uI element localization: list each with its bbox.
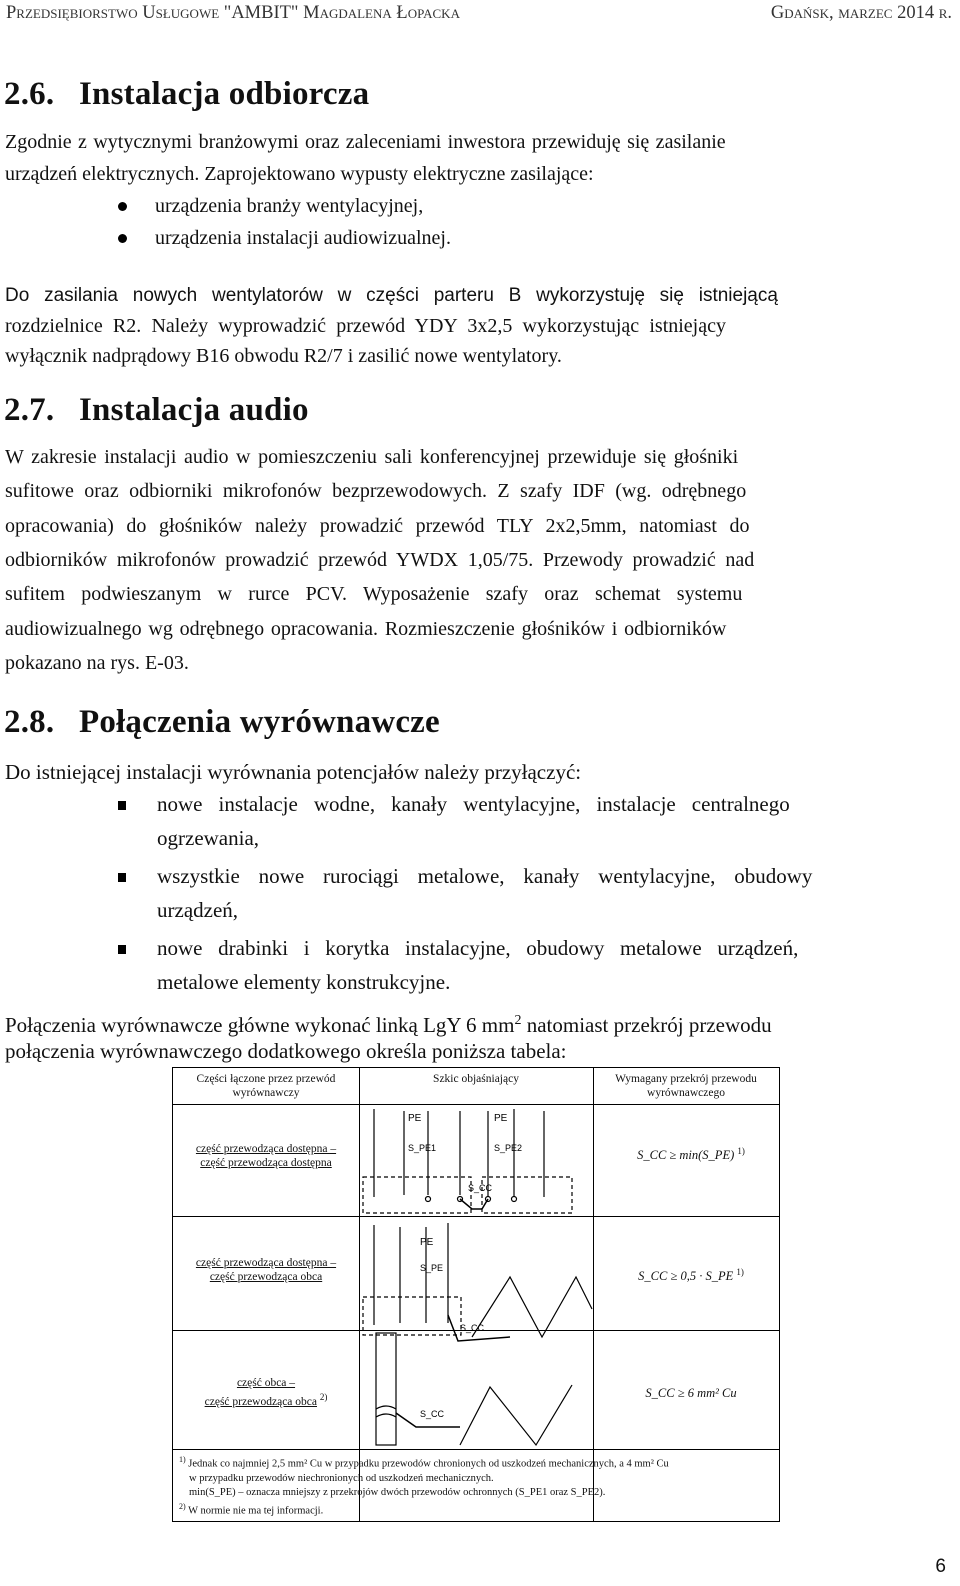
header-company: Przedsiębiorstwo Usługowe "AMBIT" Magdalena Łopacka [6,2,460,23]
section-2-7-heading [4,392,309,429]
explanatory-sketch [360,1105,593,1449]
list-item: wszystkie nowe rurociągi metalowe, kanały wentylacyjne, obudowy [157,864,813,888]
sketch-label: S_PE [420,1263,444,1273]
section-title: Instalacja audio [79,392,309,428]
sketch-label: PE [420,1237,434,1248]
section-title: Połączenia wyrównawcze [79,704,440,740]
sketch-label: PE [494,1113,508,1124]
header-date: Gdańsk, marzec 2014 r. [770,2,952,23]
formula-text: S_CC ≥ 0,5 · S_PE [638,1269,734,1284]
table-formula [603,1265,779,1283]
footnote-mark: 2) [179,1502,186,1512]
list-item: nowe drabinki i korytka instalacyjne, obudowy metalowe urządzeń, [157,936,799,960]
table-cell [173,1142,359,1170]
equipotential-conductor [460,1199,488,1209]
pipe-clamp [376,1406,396,1417]
table-header: Wymagany przekrój przewodu wyrównawczego [615,1073,757,1099]
footnote-mark: 2) [319,1392,328,1402]
paragraph-line [5,1009,949,1037]
note-text: W normie nie ma tej informacji. [188,1505,324,1517]
table-note [179,1453,775,1519]
formula-text: S_CC ≥ min(S_PE) [637,1148,735,1163]
footnote-mark: 1) [736,1267,744,1277]
terminal-icon [426,1197,431,1202]
table-cell [173,1256,359,1284]
text: Zgodnie z wytycznymi branżowymi oraz zaleceniami inwestora przewiduję się zasilanie [5,131,726,153]
superscript: 2 [514,1013,522,1028]
sketch-label: S_CC [420,1409,445,1419]
note-text: w przypadku przewodów niechronionych od uszkodzeń mechanicznych. [189,1472,494,1484]
paragraph-line: wyłącznik nadprądowy B16 obwodu R2/7 i zasilić nowe wentylatory. [5,345,562,367]
list-item-cont: ogrzewania, [157,826,260,850]
list-item-cont: urządzeń, [157,898,239,922]
enclosure-1 [363,1177,471,1213]
note-text: Jednak co najmniej 2,5 mm² Cu w przypadku przewodów chronionych od uszkodzeń mechanicznych, a 4 mm² Cu [188,1458,669,1470]
list-item-cont: metalowe elementy konstrukcyjne. [157,970,451,994]
sketch-label: S_PE2 [494,1143,523,1153]
section-number: 2.6. [4,76,55,112]
section-2-6-heading [4,76,369,113]
equipotential-table [172,1067,780,1522]
list-item: urządzenia branży wentylacyjnej, [155,195,424,217]
paragraph-line: W zakresie instalacji audio w pomieszczeniu sali konferencyjnej przewiduje się głośniki [5,446,739,468]
paragraph-line: połączenia wyrównawczego dodatkowego określa poniższa tabela: [5,1039,567,1063]
table-formula: S_CC ≥ 6 mm² Cu [645,1386,737,1400]
paragraph-line: rozdzielnice R2. Należy wyprowadzić przewód YDY 3x2,5 wykorzystując istniejący [5,315,726,337]
section-title: Instalacja odbiorcza [79,76,370,112]
sketch-label: S_PE1 [408,1143,437,1153]
footnote-mark: 1) [179,1455,186,1464]
terminal-icon [512,1197,517,1202]
text: Połączenia wyrównawcze główne wykonać linką LgY 6 mm [5,1013,515,1037]
paragraph-line: urządzeń elektrycznych. Zaprojektowano wypusty elektryczne zasilające: [5,163,594,185]
sketch-label: PE [408,1113,422,1124]
enclosure-2 [482,1177,572,1213]
paragraph-line: audiowizualnego wg odrębnego opracowania. Rozmieszczenie głośników i odbiorników [5,618,727,640]
square-bullet-icon [118,866,130,890]
pipe-icon [376,1333,396,1445]
text: natomiast przekrój przewodu [521,1013,772,1037]
list-item: nowe instalacje wodne, kanały wentylacyjne, instalacje centralnego [157,792,790,816]
table-header: Szkic objaśniający [433,1073,519,1085]
table-header: Części łączone przez przewód wyrównawczy [196,1073,336,1099]
bullet-icon [118,194,130,218]
table-formula [603,1144,779,1162]
paragraph-line: sufitem podwieszanym w rurce PCV. Wyposażenie szafy oraz schemat systemu [5,583,743,605]
extraneous-part [460,1385,572,1445]
cell-line: część obca – [236,1377,296,1389]
paragraph-line: sufitowe oraz odbiorniki mikrofonów bezprzewodowych. Z szafy IDF (wg. odrębnego [5,480,747,502]
extraneous-part [472,1277,592,1337]
paragraph-line: pokazano na rys. E-03. [5,652,189,674]
square-bullet-icon [118,938,130,962]
cell-line: część przewodząca obca [209,1271,323,1283]
enclosure-3 [363,1297,461,1335]
page-number: 6 [935,1556,946,1577]
section-number: 2.8. [4,704,55,740]
sketch-label: S_CC [468,1183,493,1193]
paragraph-line: Do zasilania nowych wentylatorów w części parteru B wykorzystuję się istniejącą [5,285,778,306]
sketch-label: S_CC [460,1323,485,1333]
note-text: min(S_PE) – oznacza mniejszy z przekrojów dwóch przewodów ochronnych (S_PE1 oraz S_PE2). [189,1487,606,1499]
list-item: urządzenia instalacji audiowizualnej. [155,227,451,249]
paragraph-line: opracowania) do głośników należy prowadzić przewód TLY 2x2,5mm, natomiast do [5,515,750,537]
section-2-8-heading [4,704,440,741]
cell-line: część przewodząca dostępna – [195,1257,337,1269]
paragraph-line: odbiorników mikrofonów prowadzić przewód YWDX 1,05/75. Przewody prowadzić nad [5,549,755,571]
row-divider [173,1449,779,1450]
cell-line: część przewodząca dostępna [200,1157,332,1169]
page-header [6,0,952,26]
square-bullet-icon [118,794,130,818]
paragraph-line: Do istniejącej instalacji wyrównania potencjałów należy przyłączyć: [5,760,582,784]
bullet-icon [118,226,130,250]
paragraph-line [5,130,949,154]
table-cell [173,1376,359,1409]
cell-line: część przewodząca obca [204,1395,317,1408]
footnote-mark: 1) [737,1146,745,1156]
section-number: 2.7. [4,392,55,428]
cell-line: część przewodząca dostępna – [195,1143,337,1155]
